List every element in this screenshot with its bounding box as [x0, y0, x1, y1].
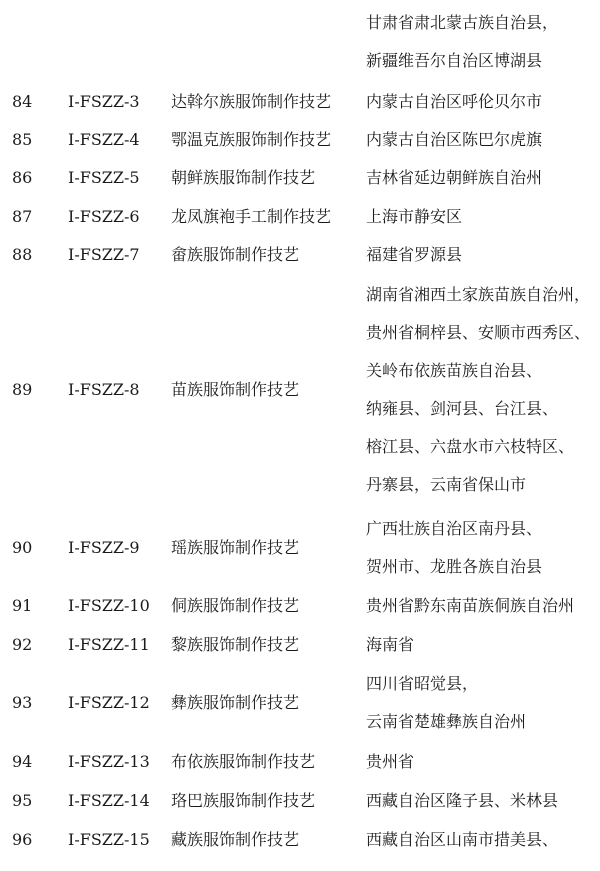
- region-line: 纳雍县、剑河县、台江县、: [366, 399, 559, 418]
- region-line: 内蒙古自治区呼伦贝尔市: [366, 92, 543, 111]
- item-code: I-FSZZ-3: [68, 92, 140, 111]
- region-line: 丹寨县，云南省保山市: [366, 475, 527, 494]
- region-line: 广西壮族自治区南丹县、: [366, 519, 543, 538]
- region-line: 四川省昭觉县，: [366, 674, 479, 693]
- item-number: 96: [12, 830, 33, 849]
- item-number: 92: [12, 635, 33, 654]
- item-code: I-FSZZ-4: [68, 130, 140, 149]
- region-line: 关岭布依族苗族自治县、: [366, 361, 543, 380]
- region-line: 福建省罗源县: [366, 245, 463, 264]
- item-code: I-FSZZ-7: [68, 245, 140, 264]
- item-name: 黎族服饰制作技艺: [171, 635, 300, 654]
- region-line: 海南省: [366, 635, 415, 654]
- region-line: 贵州省黔东南苗族侗族自治州: [366, 596, 575, 615]
- region-line: 湖南省湘西土家族苗族自治州，: [366, 285, 591, 304]
- region-cell: [366, 821, 558, 859]
- item-name: 龙凤旗袍手工制作技艺: [171, 207, 332, 226]
- item-number: 88: [12, 245, 33, 264]
- region-cell: [366, 4, 558, 80]
- item-number: 93: [12, 693, 33, 712]
- item-code: I-FSZZ-5: [68, 168, 140, 187]
- region-line: 贵州省桐梓县、安顺市西秀区、: [366, 323, 591, 342]
- item-code: I-FSZZ-8: [68, 380, 140, 399]
- region-cell: [366, 743, 414, 781]
- item-name: 布依族服饰制作技艺: [171, 752, 316, 771]
- region-cell: [366, 121, 542, 159]
- region-cell: [366, 782, 558, 820]
- region-cell: [366, 236, 462, 274]
- item-number: 87: [12, 207, 33, 226]
- item-number: 84: [12, 92, 33, 111]
- region-cell: [366, 665, 526, 741]
- item-code: I-FSZZ-14: [68, 791, 150, 810]
- region-cell: [366, 198, 462, 236]
- item-name: 藏族服饰制作技艺: [171, 830, 300, 849]
- item-name: 朝鲜族服饰制作技艺: [171, 168, 316, 187]
- item-number: 86: [12, 168, 33, 187]
- item-name: 珞巴族服饰制作技艺: [171, 791, 316, 810]
- item-name: 鄂温克族服饰制作技艺: [171, 130, 332, 149]
- item-number: 91: [12, 596, 33, 615]
- item-code: I-FSZZ-11: [68, 635, 150, 654]
- item-number: 90: [12, 538, 33, 557]
- item-number: 94: [12, 752, 33, 771]
- region-line: 新疆维吾尔自治区博湖县: [366, 51, 543, 70]
- region-line: 贺州市、龙胜各族自治县: [366, 557, 543, 576]
- region-cell: [366, 510, 542, 586]
- item-code: I-FSZZ-15: [68, 830, 150, 849]
- item-code: I-FSZZ-10: [68, 596, 150, 615]
- item-code: I-FSZZ-12: [68, 693, 150, 712]
- region-line: 内蒙古自治区陈巴尔虎旗: [366, 130, 543, 149]
- region-cell: [366, 587, 574, 625]
- region-line: 甘肃省肃北蒙古族自治县，: [366, 13, 559, 32]
- item-name: 苗族服饰制作技艺: [171, 380, 300, 399]
- item-name: 达斡尔族服饰制作技艺: [171, 92, 332, 111]
- item-name: 畲族服饰制作技艺: [171, 245, 300, 264]
- region-line: 贵州省: [366, 752, 415, 771]
- item-name: 侗族服饰制作技艺: [171, 596, 300, 615]
- item-name: 瑶族服饰制作技艺: [171, 538, 300, 557]
- region-line: 云南省楚雄彝族自治州: [366, 712, 527, 731]
- region-line: 榕江县、六盘水市六枝特区、: [366, 437, 575, 456]
- region-cell: [366, 626, 414, 664]
- region-line: 西藏自治区隆子县、米林县: [366, 791, 559, 810]
- item-code: I-FSZZ-13: [68, 752, 150, 771]
- region-line: 上海市静安区: [366, 207, 463, 226]
- region-cell: [366, 83, 542, 121]
- region-cell: [366, 159, 542, 197]
- region-cell: [366, 276, 590, 504]
- item-number: 95: [12, 791, 33, 810]
- region-line: 吉林省延边朝鲜族自治州: [366, 168, 543, 187]
- item-code: I-FSZZ-6: [68, 207, 140, 226]
- item-name: 彝族服饰制作技艺: [171, 693, 300, 712]
- item-number: 85: [12, 130, 33, 149]
- item-number: 89: [12, 380, 33, 399]
- item-code: I-FSZZ-9: [68, 538, 140, 557]
- region-line: 西藏自治区山南市措美县、: [366, 830, 559, 849]
